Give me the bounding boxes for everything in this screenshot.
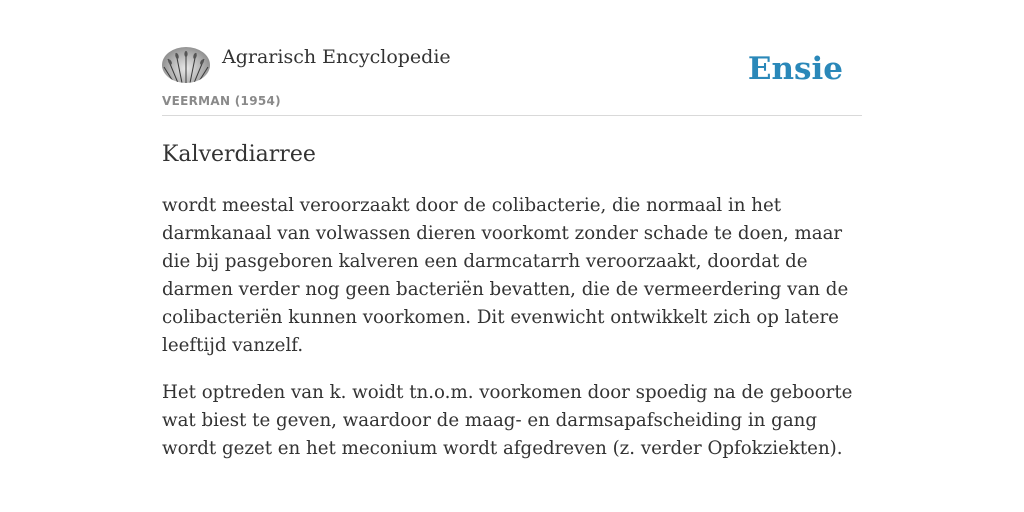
page-container	[162, 0, 862, 459]
article-title: Kalverdiarree	[162, 142, 316, 167]
source-label: VEERMAN (1954)	[162, 94, 281, 108]
article-paragraph: Het optreden van k. woidt tn.o.m. voorkomen door spoedig na de geboorte wat biest te geven, waardoor de maag- en darmsapafscheiding in gang wordt gezet en het meconium wordt afgedreven (z. verder Opfokziekten).	[162, 382, 853, 459]
article-paragraph: wordt meestal veroorzaakt door de colibacterie, die normaal in het darmkanaal van volwassen dieren voorkomt zonder schade te doen, maar die bij pasgeboren kalveren een darmcatarrh veroorzaakt, doordat de darmen verder nog geen bacteriën bevatten, die de vermeerdering van de colibacteriën kunnen voorkomen. Dit evenwicht ontwikkelt zich op latere leeftijd vanzelf.	[162, 195, 849, 356]
article-body	[162, 192, 874, 482]
ensie-logo-link[interactable]: Ensie	[747, 51, 843, 87]
encyclopedia-logo-icon[interactable]	[162, 47, 210, 83]
site-title[interactable]: Agrarisch Encyclopedie	[222, 46, 451, 68]
page-header	[162, 0, 862, 116]
